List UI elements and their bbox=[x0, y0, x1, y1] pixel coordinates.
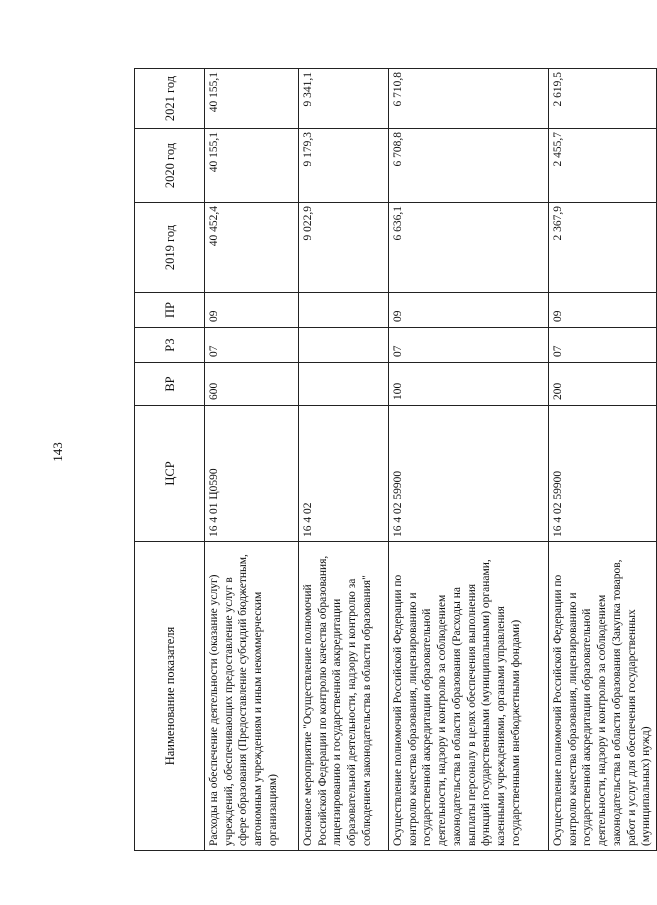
header-pr: ПР bbox=[135, 293, 205, 328]
header-2019: 2019 год bbox=[135, 203, 205, 293]
header-vr: ВР bbox=[135, 363, 205, 406]
row-2021: 2 619,5 bbox=[549, 69, 657, 129]
row-2019: 40 452,4 bbox=[205, 203, 299, 293]
row-rz: 07 bbox=[205, 328, 299, 363]
row-pr bbox=[299, 293, 389, 328]
table-row bbox=[549, 69, 657, 851]
row-vr: 200 bbox=[549, 363, 657, 406]
row-2021: 6 710,8 bbox=[389, 69, 549, 129]
row-pr: 09 bbox=[549, 293, 657, 328]
table-row bbox=[205, 69, 299, 851]
budget-table-container bbox=[134, 69, 653, 851]
row-name: Осуществление полномочий Российской Федерации по контролю качества образования, лицензированию и государственной аккредитации образовательной деятельности, надзору и контролю за соблюдением законодательства в области образования (Закупка товаров, работ и услуг для обеспечения государственных (муниципальных) нужд) bbox=[549, 542, 657, 851]
row-2019: 6 636,1 bbox=[389, 203, 549, 293]
header-2020: 2020 год bbox=[135, 129, 205, 203]
row-2019: 9 022,9 bbox=[299, 203, 389, 293]
table-header-row bbox=[135, 69, 205, 851]
row-vr bbox=[299, 363, 389, 406]
table-row bbox=[299, 69, 389, 851]
header-name: Наименование показателя bbox=[135, 542, 205, 851]
header-rz: РЗ bbox=[135, 328, 205, 363]
row-csr: 16 4 02 59900 bbox=[389, 406, 549, 542]
row-csr: 16 4 02 bbox=[299, 406, 389, 542]
table-row bbox=[389, 69, 549, 851]
row-vr: 600 bbox=[205, 363, 299, 406]
row-rz: 07 bbox=[389, 328, 549, 363]
row-csr: 16 4 01 Ц0590 bbox=[205, 406, 299, 542]
row-2020: 2 455,7 bbox=[549, 129, 657, 203]
row-2019: 2 367,9 bbox=[549, 203, 657, 293]
row-csr: 16 4 02 59900 bbox=[549, 406, 657, 542]
row-name: Расходы на обеспечение деятельности (оказание услуг) учреждений, обеспечивающих предоставление услуг в сфере образования (Предоставление субсидий бюджетным, автономным учреждениям и иным некоммерческим организациям) bbox=[205, 542, 299, 851]
header-2021: 2021 год bbox=[135, 69, 205, 129]
row-pr: 09 bbox=[389, 293, 549, 328]
row-2021: 40 155,1 bbox=[205, 69, 299, 129]
row-2021: 9 341,1 bbox=[299, 69, 389, 129]
header-csr: ЦСР bbox=[135, 406, 205, 542]
row-2020: 6 708,8 bbox=[389, 129, 549, 203]
row-rz bbox=[299, 328, 389, 363]
row-rz: 07 bbox=[549, 328, 657, 363]
row-pr: 09 bbox=[205, 293, 299, 328]
row-2020: 40 155,1 bbox=[205, 129, 299, 203]
row-vr: 100 bbox=[389, 363, 549, 406]
budget-table bbox=[134, 68, 657, 851]
row-name: Основное мероприятие "Осуществление полномочий Российской Федерации по контролю качества образования, лицензированию и государственной аккредитации образовательной деятельности, надзору и контролю за соблюдением законодательства в области образования" bbox=[299, 542, 389, 851]
row-name: Осуществление полномочий Российской Федерации по контролю качества образования, лицензированию и государственной аккредитации образовательной деятельности, надзору и контролю за соблюдением законодательства в области образования (Расходы на выплаты персоналу в целях обеспечения выполнения функций государственными (муниципальными) органами, казенными учреждениями, органами управления государственными внебюджетными фондами) bbox=[389, 542, 549, 851]
page-number: 143 bbox=[49, 442, 65, 462]
row-2020: 9 179,3 bbox=[299, 129, 389, 203]
